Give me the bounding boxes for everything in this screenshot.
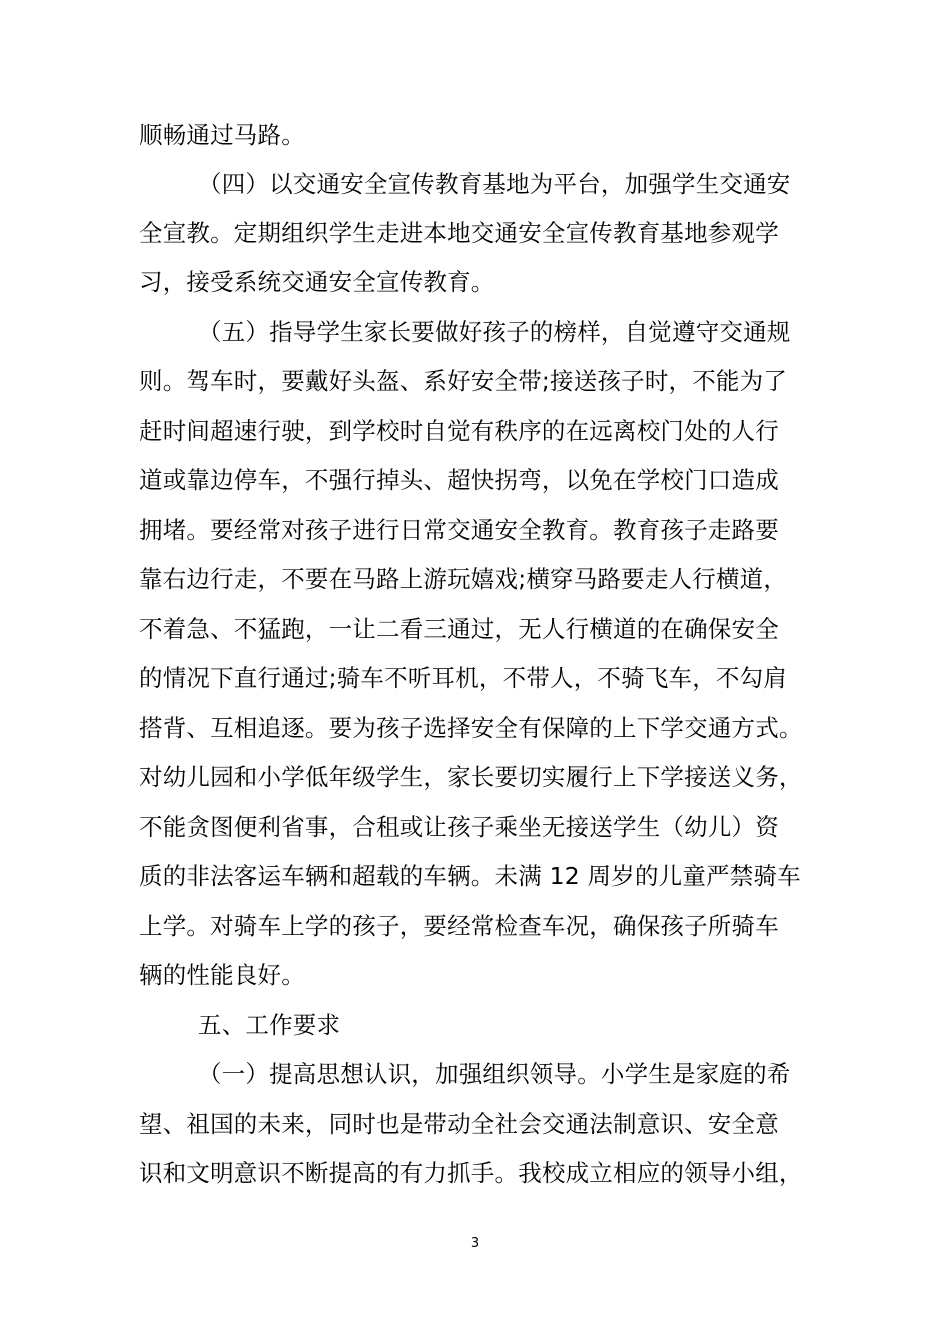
section-heading: 五、工作要求: [198, 1011, 341, 1039]
text-line: 靠右边行走，不要在马路上游玩嬉戏;横穿马路要走人行横道，: [139, 565, 788, 593]
text-line: 道或靠边停车，不强行掉头、超快拐弯，以免在学校门口造成: [139, 466, 779, 494]
text-line: 不能贪图便利省事，合租或让孩子乘坐无接送学生（幼儿）资: [139, 813, 779, 841]
text-line: 搭背、互相追逐。要为孩子选择安全有保障的上下学交通方式。: [139, 714, 803, 742]
text-line: 不着急、不猛跑，一让二看三通过，无人行横道的在确保安全: [139, 615, 779, 643]
text-line: （四）以交通安全宣传教育基地为平台，加强学生交通安: [198, 170, 791, 198]
text-line: 赶时间超速行驶，到学校时自觉有秩序的在远离校门处的人行: [139, 417, 779, 445]
text-line: （一）提高思想认识，加强组织领导。小学生是家庭的希: [198, 1060, 791, 1088]
text-line: 识和文明意识不断提高的有力抓手。我校成立相应的领导小组，: [139, 1159, 803, 1187]
text-line: 顺畅通过马路。: [139, 121, 305, 149]
text-line: 习，接受系统交通安全宣传教育。: [139, 268, 495, 296]
text-line: 拥堵。要经常对孩子进行日常交通安全教育。教育孩子走路要: [139, 516, 779, 544]
text-line: 望、祖国的未来，同时也是带动全社会交通法制意识、安全意: [139, 1110, 779, 1138]
text-line: 上学。对骑车上学的孩子，要经常检查车况，确保孩子所骑车: [139, 912, 779, 940]
page-number: 3: [470, 1236, 480, 1251]
text-line: 的情况下直行通过;骑车不听耳机，不带人，不骑飞车，不勾肩: [139, 664, 788, 692]
text-line: 全宣教。定期组织学生走进本地交通安全宣传教育基地参观学: [139, 219, 779, 247]
text-line: 辆的性能良好。: [139, 961, 305, 989]
text-line: （五）指导学生家长要做好孩子的榜样，自觉遵守交通规: [198, 318, 791, 346]
text-line: 则。驾车时，要戴好头盔、系好安全带;接送孩子时，不能为了: [139, 367, 788, 395]
text-line: 质的非法客运车辆和超载的车辆。未满 12 周岁的儿童严禁骑车: [139, 862, 801, 890]
text-line: 对幼儿园和小学低年级学生，家长要切实履行上下学接送义务，: [139, 763, 803, 791]
